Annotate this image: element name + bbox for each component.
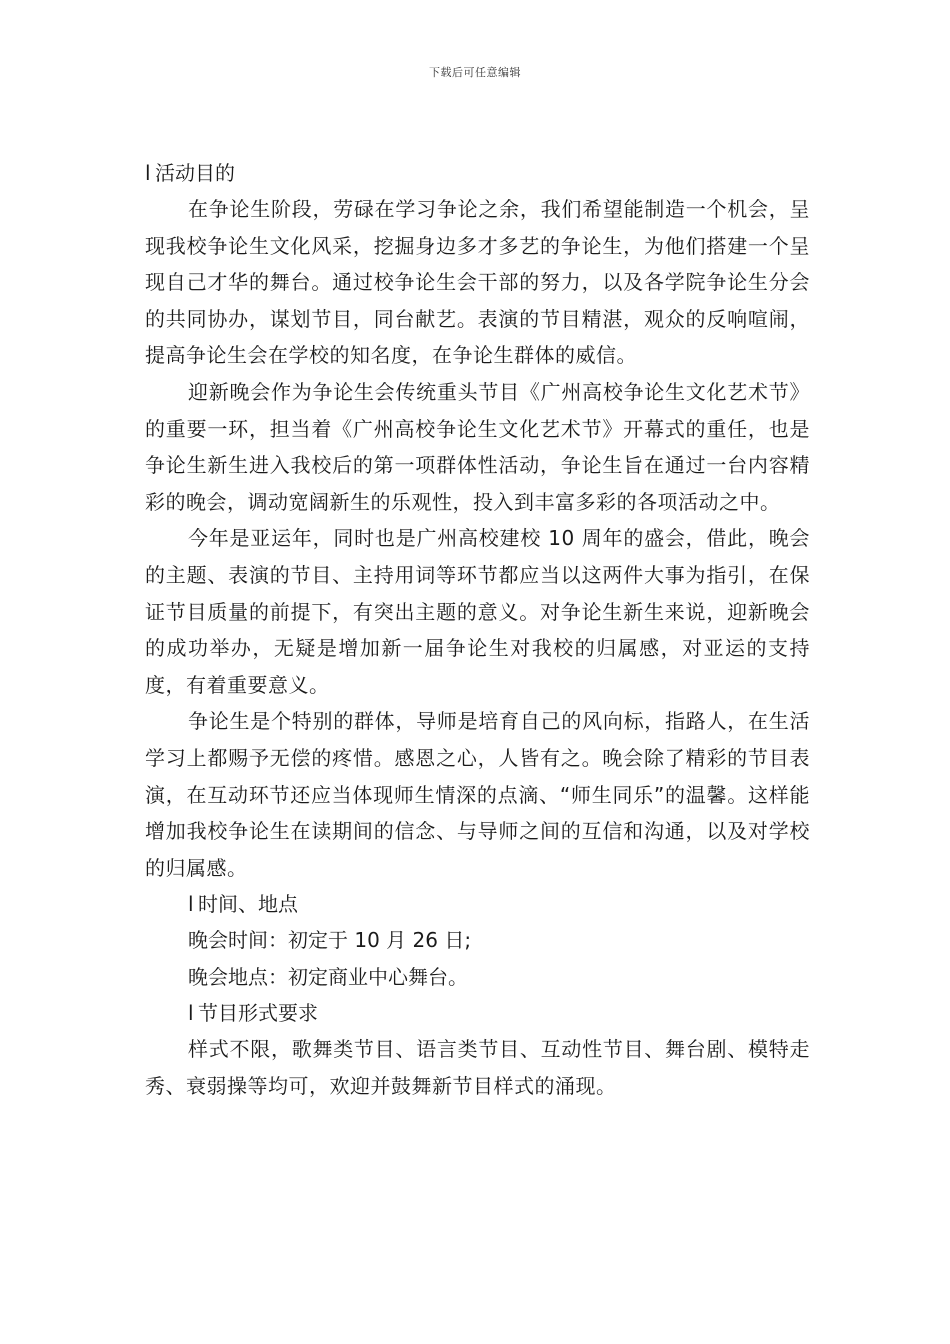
section-title: 活动目的 <box>155 161 235 185</box>
page-header: 下载后可任意编辑 <box>429 66 521 79</box>
bullet-marker: l <box>188 892 194 917</box>
paragraph: 争论生是个特别的群体，导师是培育自己的风向标，指路人，在生活学习上都赐予无偿的疼惜。感恩之心，人皆有之。晚会除了精彩的节目表演，在互动环节还应当体现师生情深的点滴、“师生同乐”的温馨。这样能增加我校争论生在读期间的信念、与导师之间的互信和沟通，以及对学校的归属感。 <box>145 709 810 880</box>
section-title: 节目形式要求 <box>198 1001 318 1026</box>
paragraph: 在争论生阶段，劳碌在学习争论之余，我们希望能制造一个机会，呈现我校争论生文化风采，挖掘身边多才多艺的争论生，为他们搭建一个呈现自己才华的舞台。通过校争论生会干部的努力，以及各学院争论生分会的共同协办，谋划节目，同台献艺。表演的节目精湛，观众的反响喧闹，提高争论生会在学校的知名度，在争论生群体的威信。 <box>145 197 810 368</box>
event-place-line: 晚会地点：初定商业中心舞台。 <box>188 964 468 989</box>
bullet-marker: l <box>188 1001 194 1026</box>
section-heading-time-place <box>145 886 810 922</box>
document-body <box>145 155 810 1105</box>
paragraph: 迎新晚会作为争论生会传统重头节目《广州高校争论生文化艺术节》的重要一环，担当着《广州高校争论生文化艺术节》开幕式的重任，也是争论生新生进入我校后的第一项群体性活动，争论生旨在通过一台内容精彩的晚会，调动宽阔新生的乐观性，投入到丰富多彩的各项活动之中。 <box>145 379 810 514</box>
section-heading-program <box>145 995 810 1031</box>
paragraph: 今年是亚运年，同时也是广州高校建校 10 周年的盛会，借此，晚会的主题、表演的节目、主持用词等环节都应当以这两件大事为指引，在保证节目质量的前提下，有突出主题的意义。对争论生新生来说，迎新晚会的成功举办，无疑是增加新一届争论生对我校的归属感，对亚运的支持度，有着重要意义。 <box>145 526 810 697</box>
paragraph: 样式不限，歌舞类节目、语言类节目、互动性节目、舞台剧、模特走秀、衰弱操等均可，欢迎并鼓舞新节目样式的涌现。 <box>145 1037 810 1099</box>
section-title: 时间、地点 <box>198 892 298 917</box>
bullet-marker: l <box>145 161 151 185</box>
event-time-line: 晚会时间：初定于 10 月 26 日; <box>188 928 472 953</box>
section-heading-purpose <box>145 155 810 191</box>
